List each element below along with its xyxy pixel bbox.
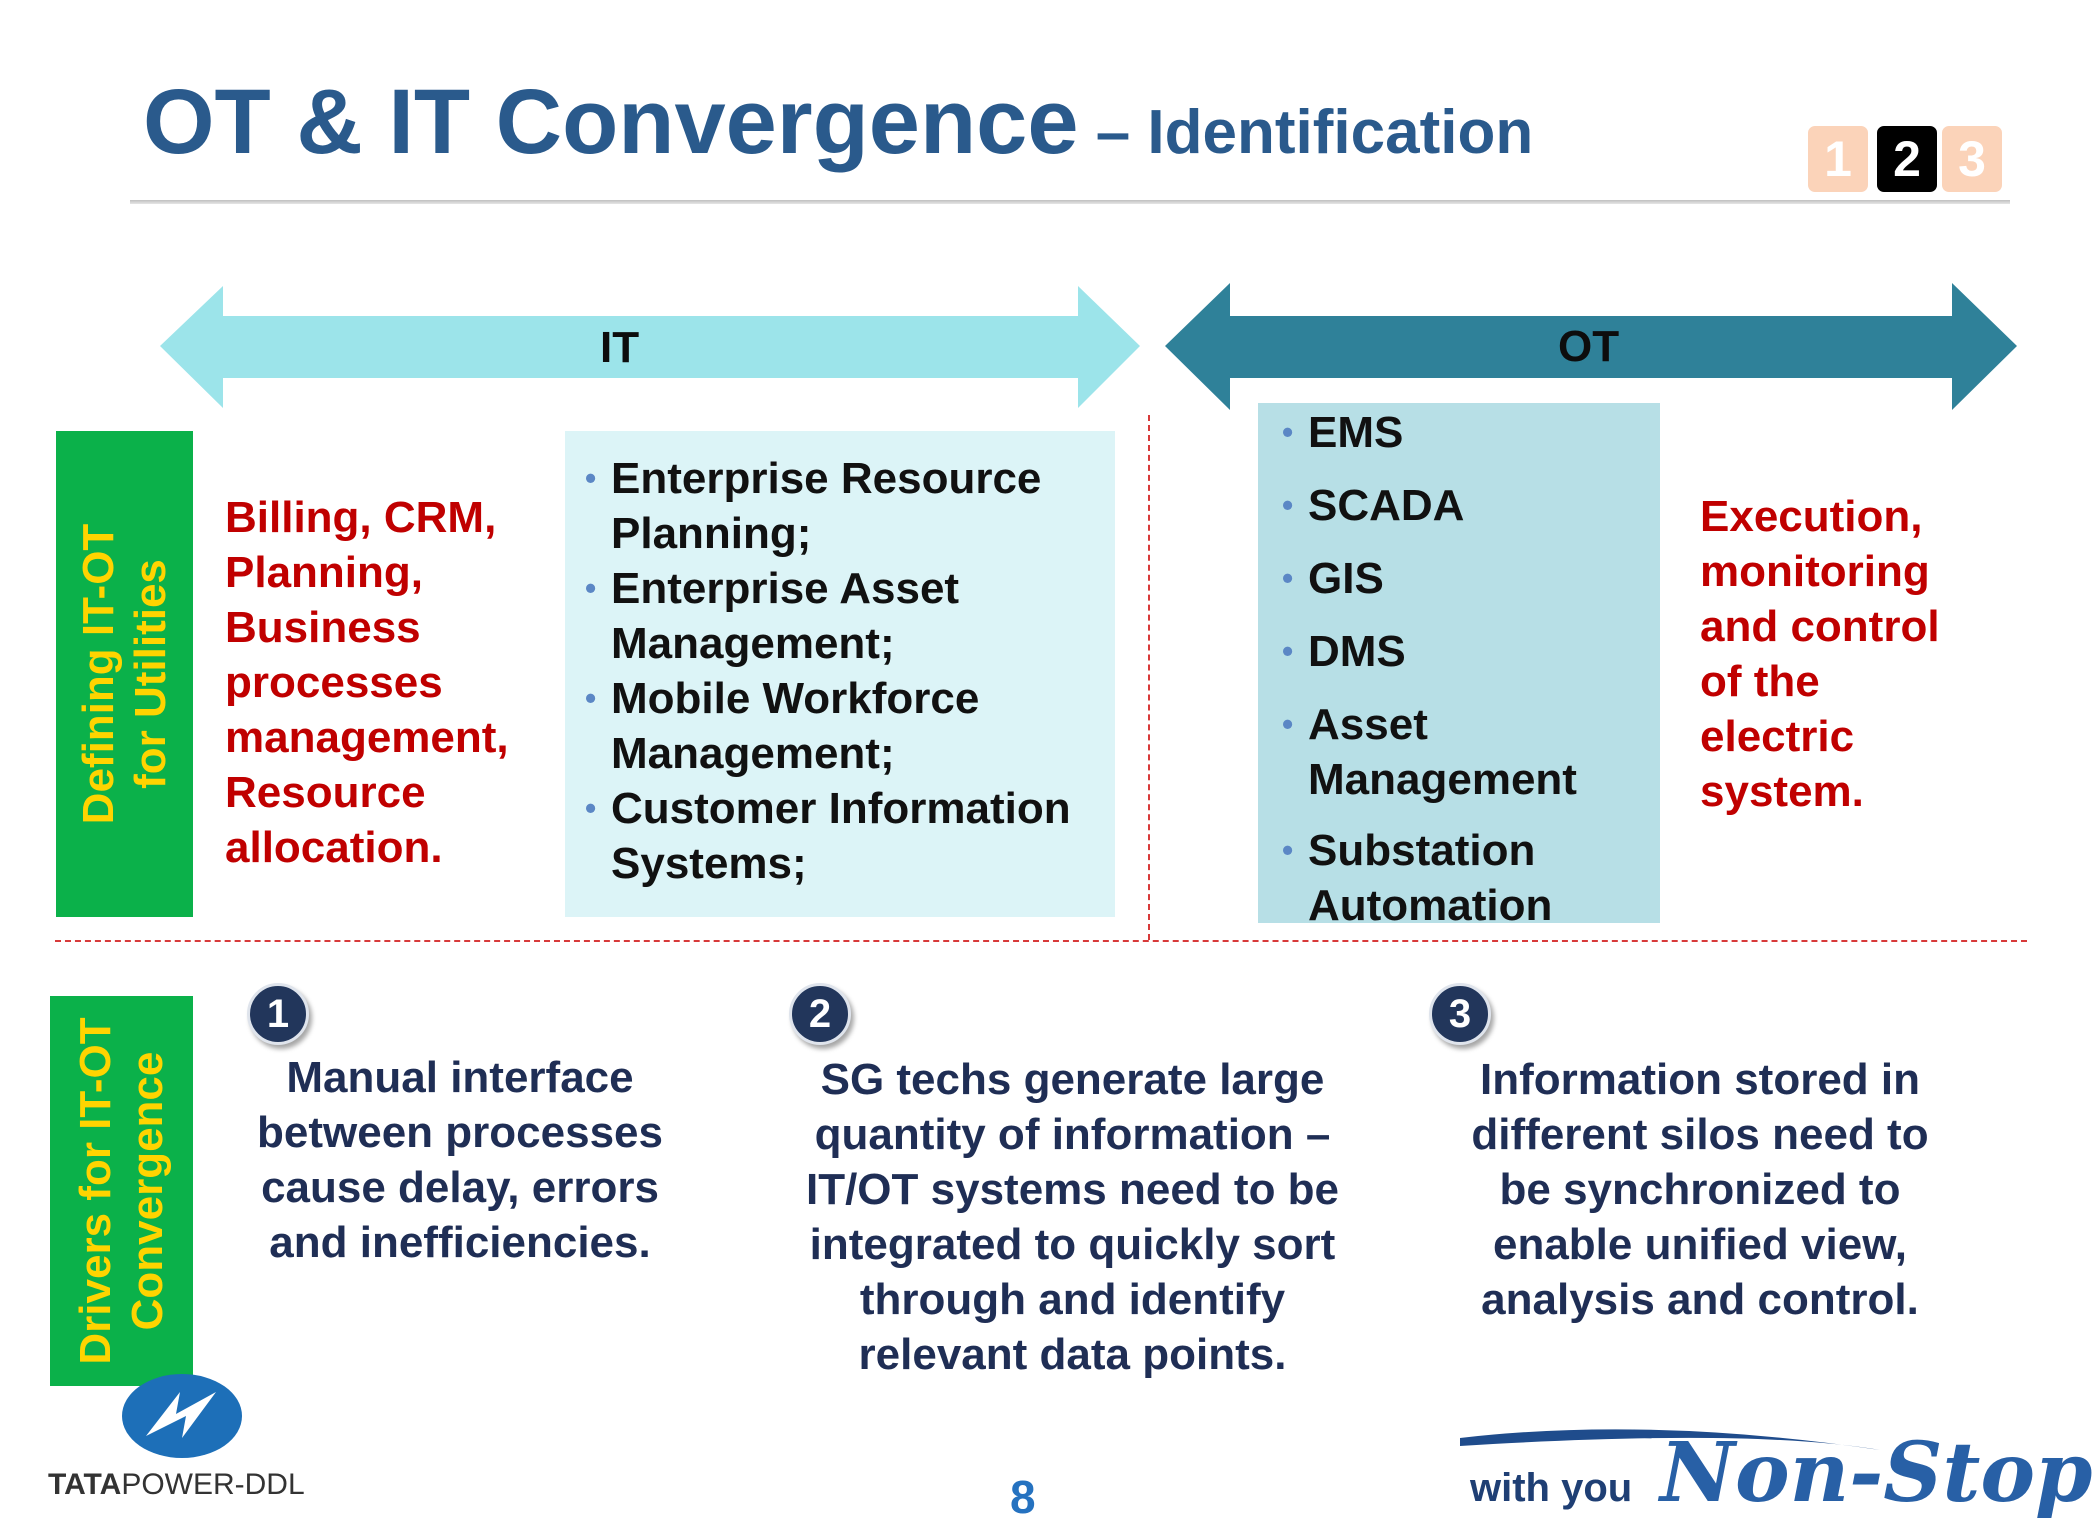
- driver-1-text: Manual interface between processes cause delay, errors and inefficiencies.: [257, 1053, 663, 1267]
- it-system-item: • Customer Information Systems;: [565, 781, 1115, 891]
- defining-label-line2: for Utilities: [125, 559, 175, 789]
- it-system-item: • Enterprise Resource Planning;: [565, 451, 1115, 561]
- drivers-sidebar: [50, 996, 193, 1386]
- ot-system-item: • EMS: [1262, 405, 1660, 460]
- page-number: 8: [1010, 1471, 1036, 1523]
- ot-system-item: • Asset Management: [1262, 697, 1660, 807]
- ot-system-item: • SCADA: [1262, 478, 1660, 533]
- it-desc-line: processes: [225, 658, 443, 707]
- ot-system-item: • GIS: [1262, 551, 1660, 606]
- horizontal-divider: [55, 940, 2027, 942]
- it-system-item: • Enterprise Asset Management;: [565, 561, 1115, 671]
- title-sub: – Identification: [1078, 98, 1534, 167]
- logo-text-rest: POWER-DDL: [121, 1468, 305, 1501]
- company-logo-text: [48, 1468, 305, 1502]
- vertical-divider: [1148, 415, 1150, 940]
- drivers-label-line2: Convergence: [122, 1051, 172, 1331]
- ot-description: [1700, 489, 1940, 819]
- it-description: [225, 490, 509, 875]
- ot-desc-line: of the: [1700, 657, 1820, 706]
- pager-3[interactable]: 3: [1942, 126, 2002, 192]
- it-systems-box: [565, 431, 1115, 917]
- driver-number-2: 2: [789, 983, 851, 1045]
- it-desc-line: Resource: [225, 768, 426, 817]
- driver-number-1: 1: [247, 983, 309, 1045]
- ot-desc-line: and control: [1700, 602, 1940, 651]
- it-desc-line: Planning,: [225, 548, 423, 597]
- defining-label-line1: Defining IT-OT: [73, 523, 123, 825]
- driver-3-text: Information stored in different silos need to be synchronized to enable unified view, analysis and control.: [1471, 1055, 1929, 1324]
- driver-2-text: SG techs generate large quantity of information – IT/OT systems need to be integrated to quickly sort through and identify relevant data points.: [805, 1055, 1340, 1379]
- ot-desc-line: monitoring: [1700, 547, 1930, 596]
- ot-systems-box: [1258, 403, 1660, 930]
- arrows-layer: [0, 0, 2048, 440]
- it-arrow: [160, 286, 1140, 408]
- ot-desc-line: system.: [1700, 767, 1864, 816]
- defining-sidebar: [56, 431, 193, 917]
- logo-text-bold: TATA: [48, 1468, 122, 1501]
- ot-label: OT: [1558, 322, 1620, 371]
- ot-system-item: • DMS: [1262, 624, 1660, 679]
- pager-2[interactable]: 2: [1877, 126, 1937, 192]
- ot-desc-line: Execution,: [1700, 492, 1923, 541]
- ot-system-item: • Substation Automation: [1262, 823, 1660, 933]
- it-system-item: • Mobile Workforce Management;: [565, 671, 1115, 781]
- driver-number-3: 3: [1429, 983, 1491, 1045]
- ot-desc-line: electric: [1700, 712, 1855, 761]
- it-desc-line: allocation.: [225, 823, 443, 872]
- title-main: OT & IT Convergence: [143, 71, 1079, 173]
- drivers-label-line1: Drivers for IT-OT: [70, 1017, 120, 1365]
- it-desc-line: Business: [225, 603, 421, 652]
- it-desc-line: Billing, CRM,: [225, 493, 497, 542]
- tagline-script: Non-Stop: [1660, 1425, 2092, 1521]
- it-desc-line: management,: [225, 713, 509, 762]
- tata-logo-icon: [118, 1370, 246, 1466]
- tagline-prefix: with you: [1470, 1466, 1633, 1510]
- it-label: IT: [600, 323, 640, 372]
- pager-1[interactable]: 1: [1808, 126, 1868, 192]
